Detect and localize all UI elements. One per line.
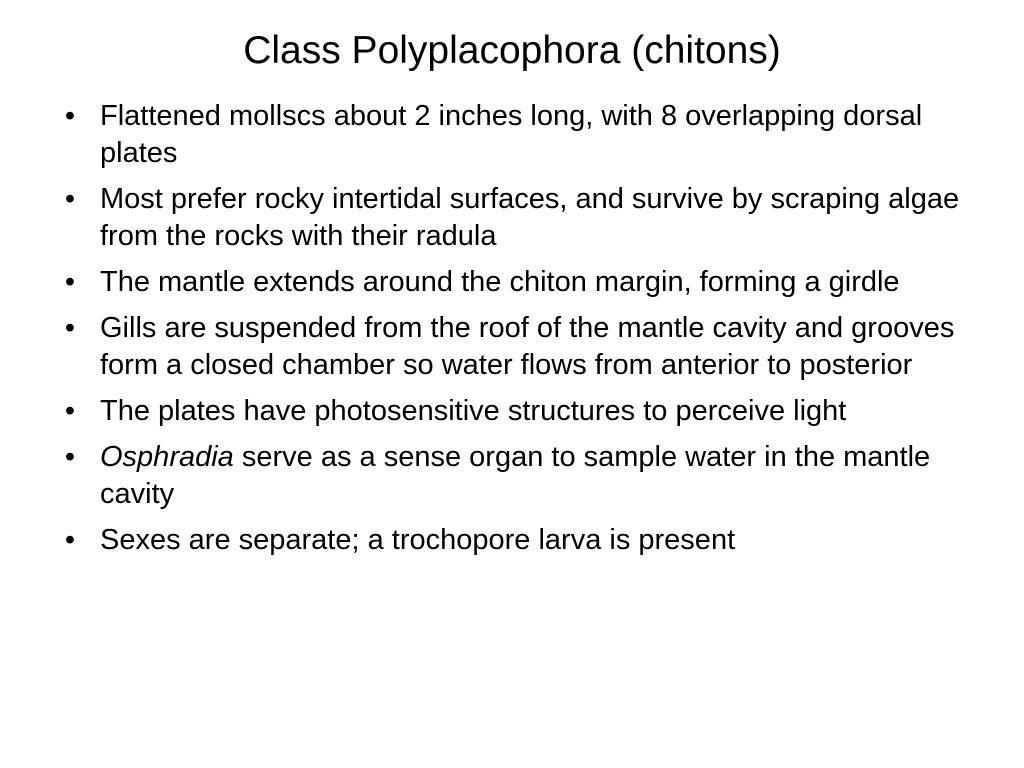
bullet-dot-icon: • — [64, 100, 76, 132]
slide-title: Class Polyplacophora (chitons) — [243, 29, 781, 72]
bullet-text: Sexes are separate; a trochopore larva is present — [100, 524, 736, 556]
bullet-dot-icon: • — [64, 441, 76, 473]
bullet-text: The mantle extends around the chiton margin, forming a girdle — [100, 266, 900, 298]
bullet-item — [56, 264, 966, 301]
bullet-list — [56, 98, 966, 568]
bullet-dot-icon: • — [64, 524, 76, 556]
bullet-text: serve as a sense organ to sample water in the mantle cavity — [100, 441, 931, 510]
bullet-dot-icon: • — [64, 266, 76, 298]
bullet-dot-icon: • — [64, 312, 76, 344]
bullet-item — [56, 98, 966, 172]
bullet-text: The plates have photosensitive structures to perceive light — [100, 395, 847, 427]
bullet-item — [56, 393, 966, 430]
bullet-term-italic: Osphradia — [100, 441, 234, 473]
bullet-text: Most prefer rocky intertidal surfaces, and survive by scraping algae from the rocks with their radula — [100, 183, 960, 252]
bullet-dot-icon: • — [64, 183, 76, 215]
bullet-text: Gills are suspended from the roof of the mantle cavity and grooves form a closed chamber so water flows from anterior to posterior — [100, 312, 955, 381]
bullet-text: Flattened mollscs about 2 inches long, with 8 overlapping dorsal plates — [100, 100, 923, 169]
bullet-item — [56, 310, 966, 384]
bullet-item — [56, 439, 966, 513]
bullet-item — [56, 522, 966, 559]
bullet-dot-icon: • — [64, 395, 76, 427]
bullet-item — [56, 181, 966, 255]
